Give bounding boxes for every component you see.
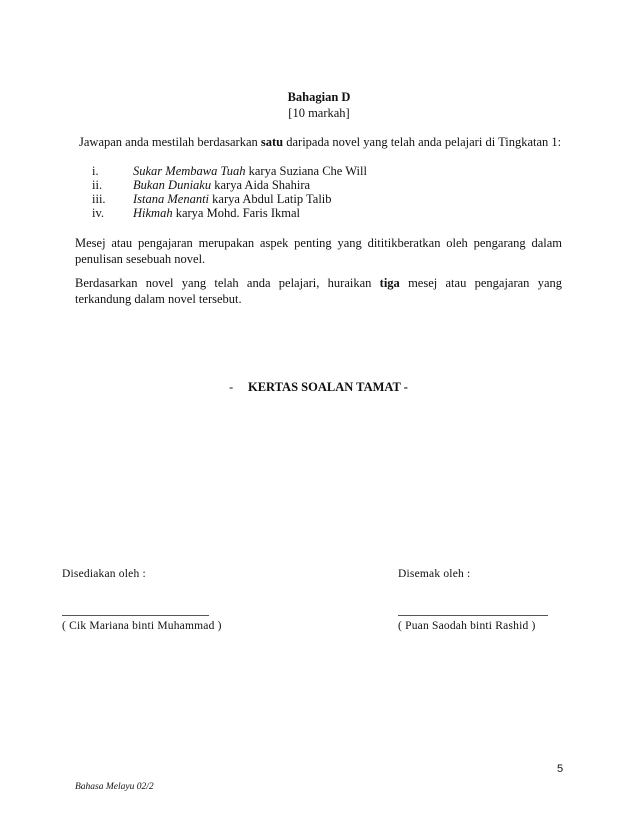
end-marker-dash: - (229, 380, 234, 394)
novel-author: karya Aida Shahira (211, 178, 311, 192)
novel-title: Sukar Membawa Tuah (133, 164, 246, 178)
novel-title: Istana Menanti (133, 192, 210, 206)
paragraph-1-line-1: Mesej atau pengajaran merupakan aspek penting yang dititikberatkan oleh pengarang dalam (75, 236, 562, 250)
section-title: Bahagian D (287, 90, 351, 104)
checked-by-label: Disemak oleh : (398, 568, 471, 580)
novel-author: karya Abdul Latip Talib (209, 192, 332, 206)
section-marks: [10 markah] (288, 106, 350, 120)
page-number: 5 (557, 763, 564, 775)
instruction-bold: satu (260, 135, 284, 149)
instruction-before: Jawapan anda mestilah berdasarkan (79, 135, 261, 149)
checked-signature-line (398, 615, 548, 616)
instruction (79, 135, 561, 150)
novel-item (133, 192, 332, 207)
prepared-by-label: Disediakan oleh : (62, 568, 146, 580)
novel-numeral: iv. (92, 206, 105, 220)
prepared-signature-line (62, 615, 209, 616)
paragraph-1-line-2: penulisan sesebuah novel. (75, 252, 206, 266)
paragraph-2-bold: tiga (379, 276, 400, 290)
paragraph-2-line-1 (75, 276, 562, 291)
novel-numeral: iii. (92, 192, 106, 206)
paragraph-2-line-2: terkandung dalam novel tersebut. (75, 292, 242, 306)
checked-by-name: ( Puan Saodah binti Rashid ) (398, 620, 536, 632)
novel-numeral: i. (92, 164, 99, 178)
paragraph-2-after: mesej atau pengajaran yang (399, 276, 562, 290)
novel-numeral: ii. (92, 178, 103, 192)
novel-item (133, 206, 300, 221)
novel-title: Hikmah (133, 206, 173, 220)
instruction-after: daripada novel yang telah anda pelajari di Tingkatan 1: (283, 135, 562, 149)
prepared-by-name: ( Cik Mariana binti Muhammad ) (62, 620, 222, 632)
end-marker-text: KERTAS SOALAN TAMAT - (248, 380, 408, 394)
novel-author: karya Mohd. Faris Ikmal (172, 206, 300, 220)
novel-item (133, 164, 367, 179)
novel-author: karya Suziana Che Will (245, 164, 367, 178)
footer-text: Bahasa Melayu 02/2 (75, 782, 154, 792)
novel-title: Bukan Duniaku (133, 178, 212, 192)
novel-item (133, 178, 310, 193)
paragraph-2-before: Berdasarkan novel yang telah anda pelajari, huraikan (75, 276, 380, 290)
